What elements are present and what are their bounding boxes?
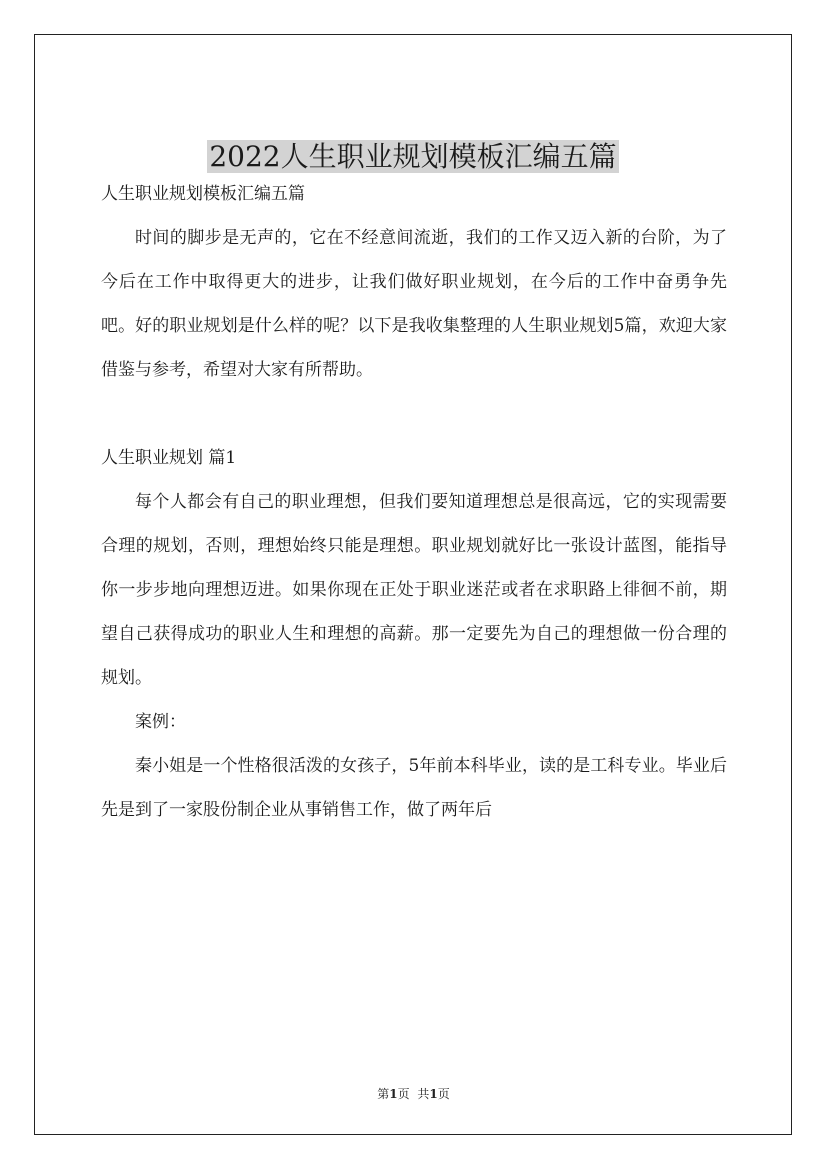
page-prefix: 第 xyxy=(377,1087,390,1101)
intro-paragraph: 时间的脚步是无声的，它在不经意间流逝，我们的工作又迈入新的台阶，为了今后在工作中取得更大的进步，让我们做好职业规划，在今后的工作中奋勇争先吧。好的职业规划是什么样的呢？以下是我收集整理的人生职业规划5篇，欢迎大家借鉴与参考，希望对大家有所帮助。 xyxy=(101,228,727,380)
document-body xyxy=(101,172,727,832)
current-page-number: 1 xyxy=(389,1087,398,1101)
total-suffix: 页 xyxy=(437,1087,450,1101)
document-subtitle: 人生职业规划模板汇编五篇 xyxy=(101,184,305,204)
document-title-text: 2022人生职业规划模板汇编五篇 xyxy=(209,140,617,173)
blank-line xyxy=(101,392,727,436)
page-suffix: 页 xyxy=(397,1087,410,1101)
case-label: 案例： xyxy=(135,712,186,732)
section-paragraph: 每个人都会有自己的职业理想，但我们要知道理想总是很高远，它的实现需要合理的规划，否则，理想始终只能是理想。职业规划就好比一张设计蓝图，能指导你一步步地向理想迈进。如果你现在正处于职业迷茫或者在求职路上徘徊不前，期望自己获得成功的职业人生和理想的高薪。那一定要先为自己的理想做一份合理的规划。 xyxy=(101,492,727,688)
section-heading: 人生职业规划 篇1 xyxy=(101,448,237,468)
total-page-number: 1 xyxy=(429,1087,438,1101)
case-paragraph: 秦小姐是一个性格很活泼的女孩子，5年前本科毕业，读的是工科专业。毕业后先是到了一家股份制企业从事销售工作，做了两年后 xyxy=(101,756,727,820)
total-prefix: 共 xyxy=(417,1087,430,1101)
page-footer xyxy=(0,1085,827,1102)
